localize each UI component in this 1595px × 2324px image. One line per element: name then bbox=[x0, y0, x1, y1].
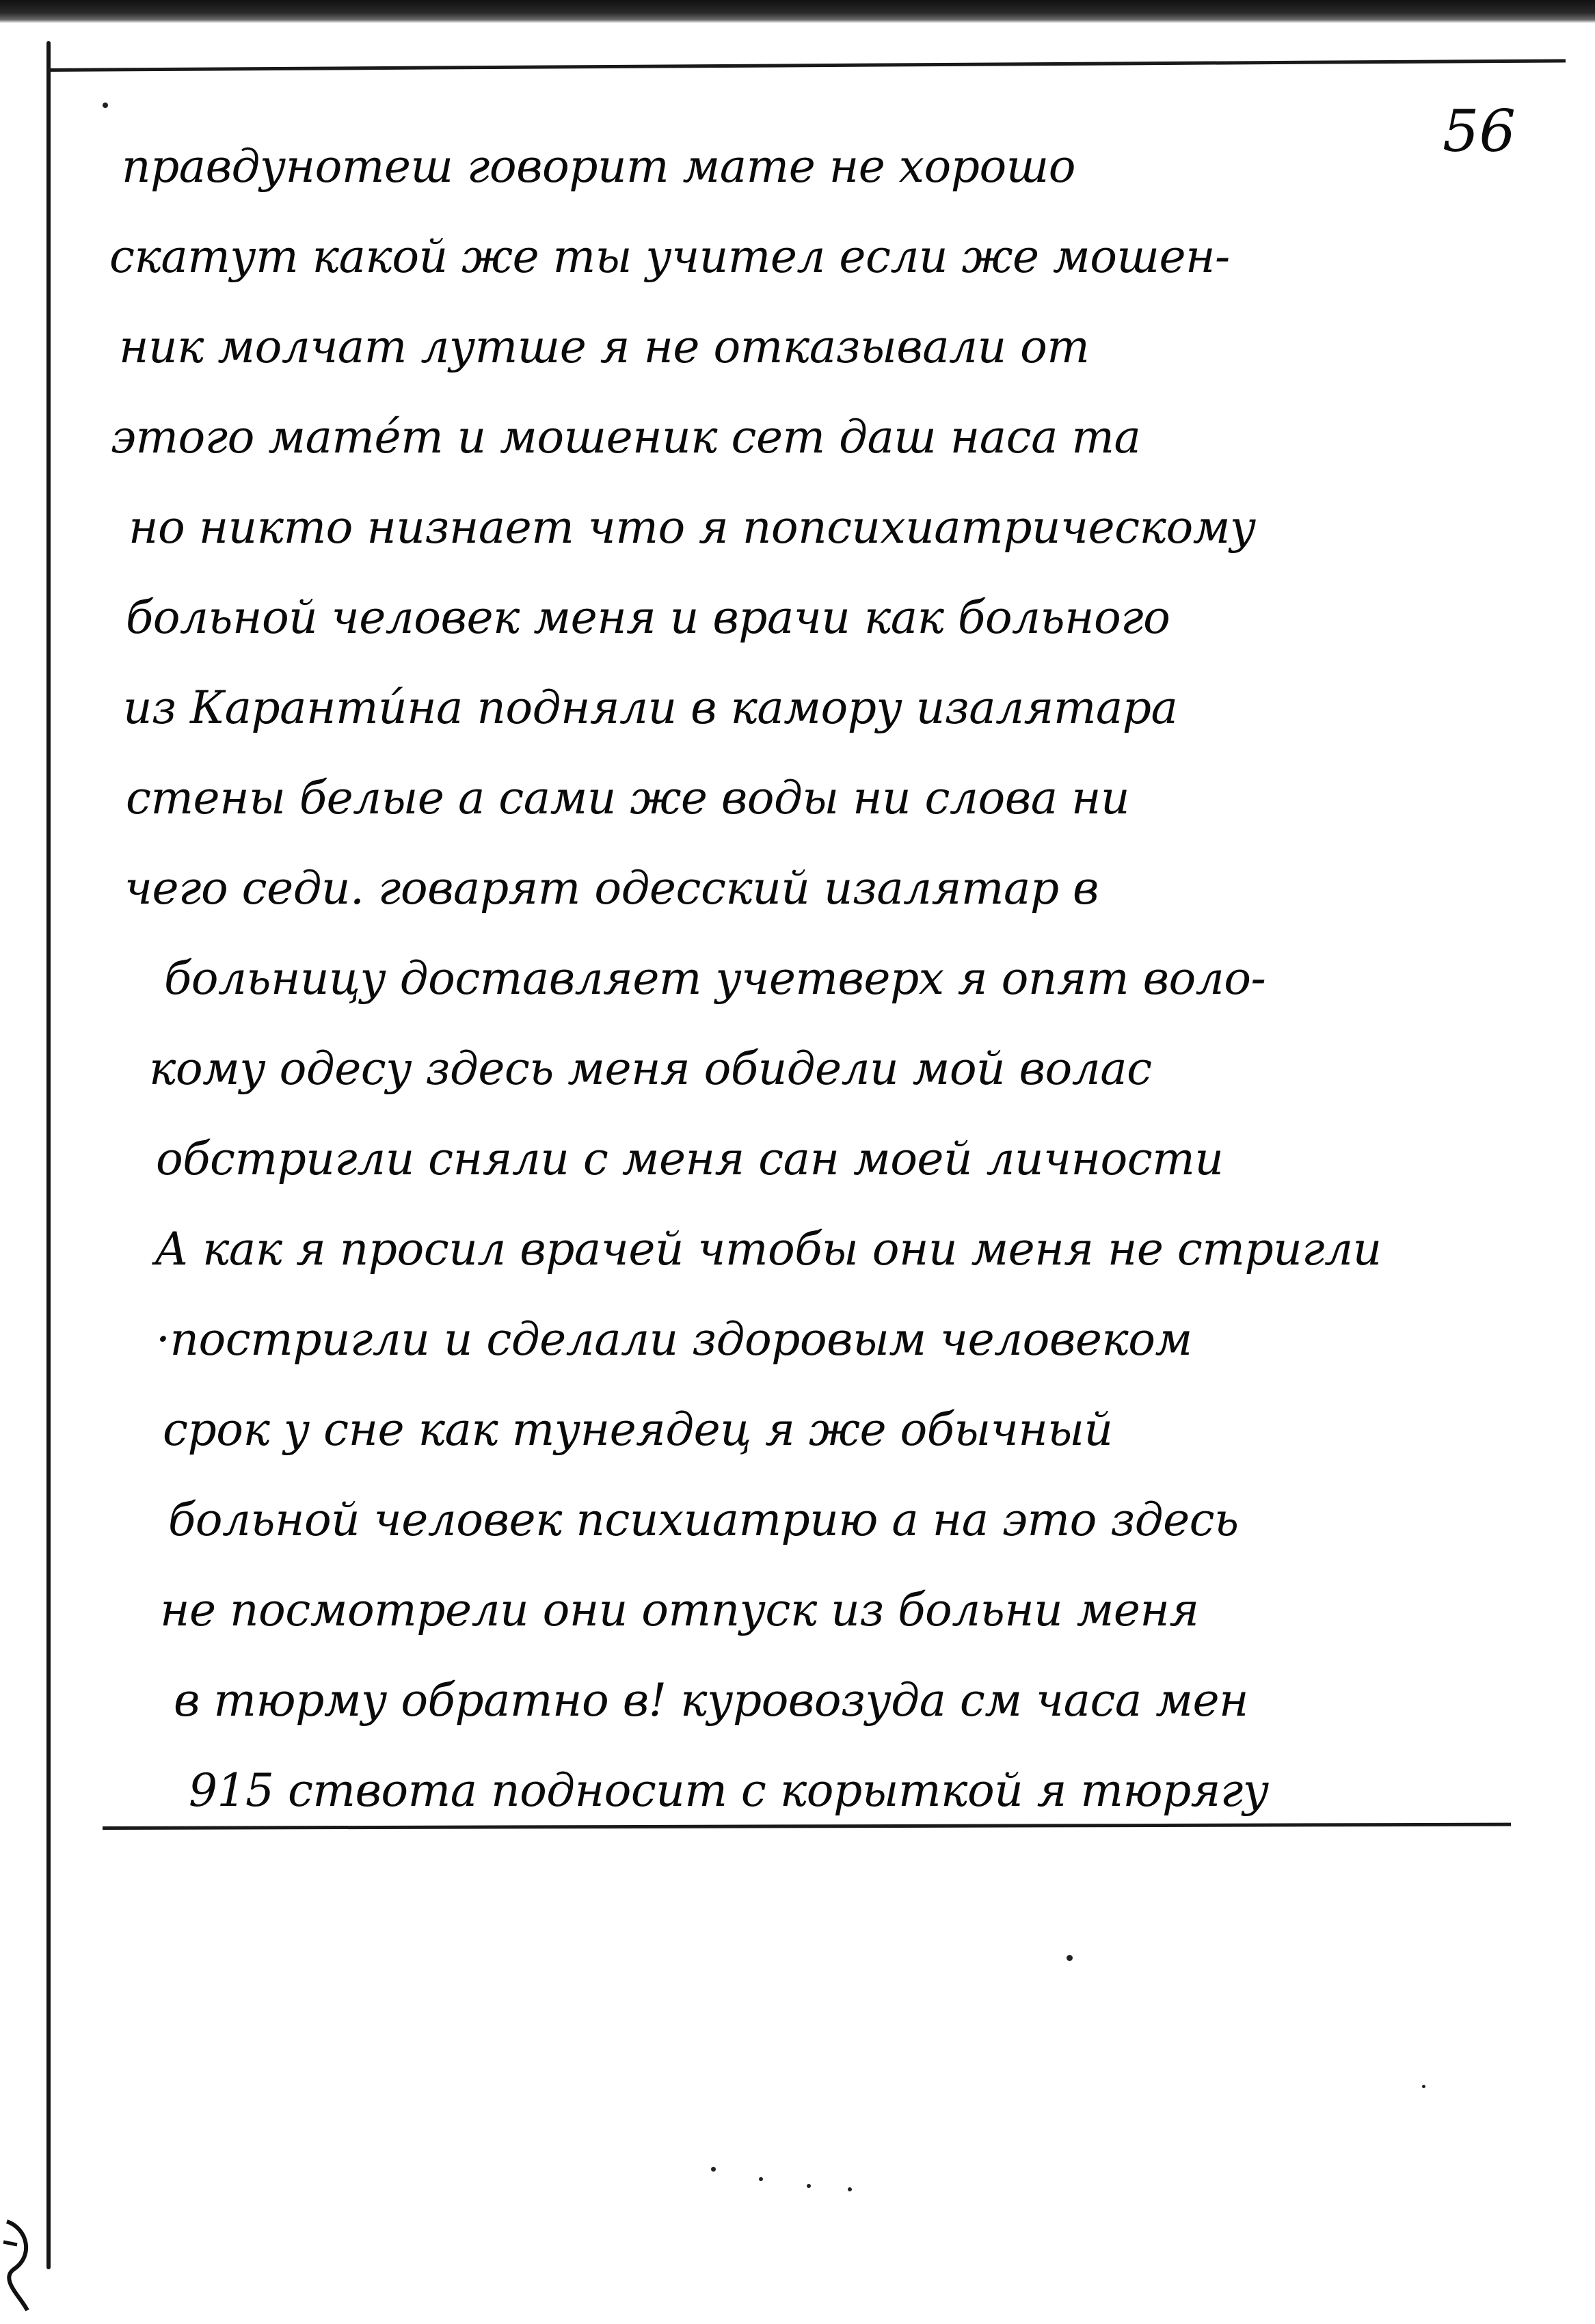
text-line: этого мате́т и мошеник сет даш наса та bbox=[111, 411, 1141, 463]
scan-speck bbox=[1067, 1955, 1073, 1961]
binding-mark-icon bbox=[0, 2215, 41, 2317]
top-ruled-line bbox=[48, 59, 1566, 72]
text-line: ник молчат лутше я не отказывали от bbox=[119, 321, 1090, 373]
text-line: кому одесу здесь меня обидели мой волас bbox=[149, 1042, 1152, 1095]
scan-speck bbox=[711, 2167, 716, 2172]
text-line: в тюрму обратно в! куровозуда см часа мен bbox=[174, 1674, 1249, 1727]
text-line: правдунотеш говорит мате не хорошо bbox=[122, 140, 1075, 193]
text-line: стены белые а сами же воды ни слова ни bbox=[126, 772, 1129, 824]
page-number: 56 bbox=[1443, 98, 1516, 165]
text-line: из Каранти́на подняли в камору изалятара bbox=[123, 681, 1178, 734]
text-line: чего седи. говарят одесский изалятар в bbox=[124, 862, 1099, 915]
text-line: не посмотрели они отпуск из больни меня bbox=[160, 1584, 1199, 1636]
text-line: срок у сне как тунеядец я же обычный bbox=[163, 1403, 1113, 1456]
scan-speck bbox=[807, 2184, 811, 2188]
handwritten-text-block bbox=[109, 122, 1544, 1836]
text-line: больницу доставляет учетверх я опят воло- bbox=[164, 952, 1266, 1005]
scan-speck bbox=[848, 2187, 852, 2191]
text-line: больной человек меня и врачи как больного bbox=[126, 591, 1170, 644]
text-line: ·постригли и сделали здоровым человеком bbox=[156, 1313, 1192, 1366]
text-line: скатут какой же ты учител если же мошен- bbox=[109, 230, 1230, 283]
text-line: но никто низнает что я попсихиатрическому bbox=[129, 501, 1256, 554]
scan-top-edge bbox=[0, 0, 1595, 23]
text-line: А как я просил врачей чтобы они меня не стригли bbox=[155, 1223, 1382, 1275]
scan-speck bbox=[759, 2177, 763, 2181]
text-line: больной человек психиатрию а на это здесь bbox=[168, 1494, 1239, 1546]
left-margin-rule bbox=[46, 41, 51, 2269]
scan-speck bbox=[103, 103, 108, 108]
scan-speck bbox=[1422, 2085, 1425, 2088]
text-line: обстригли сняли с меня сан моей личности bbox=[156, 1133, 1224, 1185]
text-line: 915 ствота подносит с корыткой я тюрягу bbox=[189, 1764, 1269, 1817]
